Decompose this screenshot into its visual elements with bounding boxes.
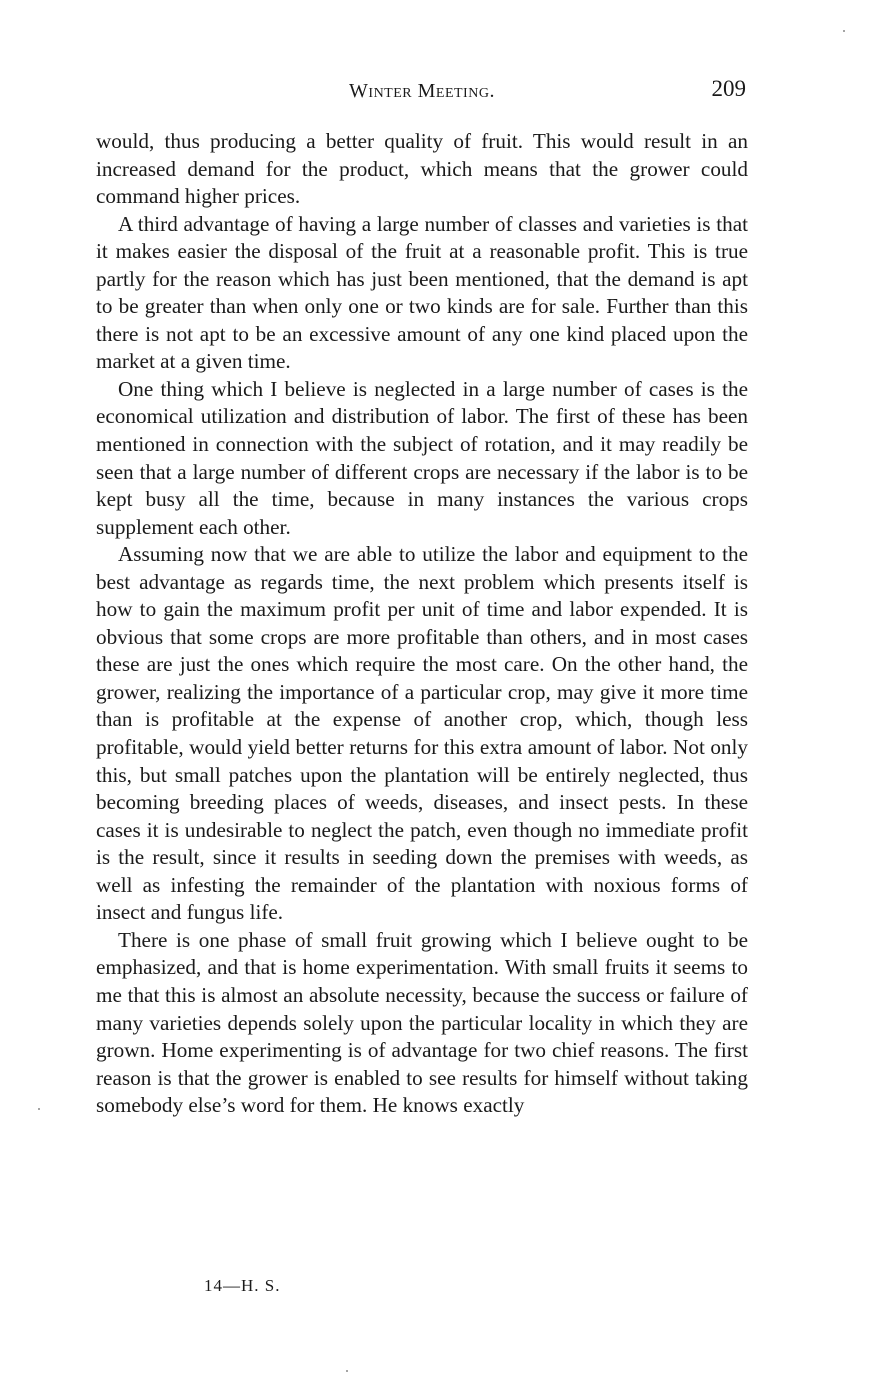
running-head [96,76,748,106]
print-speck [38,1108,40,1110]
paragraph: A third advantage of having a large number of classes and varieties is that it makes easier the disposal of the fruit at a reasonable profit. This is true partly for the reason which has just been mentioned, that the demand is apt to be greater than when only one or two kinds are for sale. Further than this there is not apt to be an excessive amount of any one kind placed upon the market at a given time. [96,211,748,374]
signature-mark: 14—H. S. [204,1276,281,1295]
paragraph: Assuming now that we are able to utilize the labor and equipment to the best advantage as regards time, the next problem which presents itself is how to gain the maximum profit per unit of time and labor expended. It is obvious that some crops are more profitable than others, and in most cases these are just the ones which require the most care. On the other hand, the grower, realizing the importance of a particular crop, may give it more time than is profitable at the expense of another crop, which, though less profitable, would yield better returns for this extra amount of labor. Not only this, but small patches upon the plantation will be entirely neglected, thus becoming breeding places of weeds, diseases, and insect pests. In these cases it is undesirable to neglect the patch, even though no immediate profit is the result, since it results in seeding down the premises with weeds, as well as infesting the remainder of the plantation with noxious forms of insect and fungus life. [96,542,748,925]
running-title: Winter Meeting. [349,80,495,102]
book-page [96,0,748,1380]
paragraph: would, thus producing a better quality of fruit. This would result in an increased demand for the product, which means that the grower could command higher prices. [96,129,748,209]
print-speck [346,1370,348,1372]
paragraph: One thing which I believe is neglected in a large number of cases is the economical utilization and distribution of labor. The first of these has been mentioned in connection with the subject of rotation, and it may readily be seen that a large number of different crops are necessary if the labor is to be kept busy all the time, because in many instances the various crops supplement each other. [96,376,748,539]
paragraph: There is one phase of small fruit growing which I believe ought to be emphasized, and that is home experimentation. With small fruits it seems to me that this is almost an absolute necessity, because the success or failure of many varieties depends solely upon the particular locality in which they are grown. Home experimenting is of advantage for two chief reasons. The first reason is that the grower is enabled to see results for himself without taking somebody else’s word for them. He knows exactly [96,927,748,1118]
print-speck [843,30,845,32]
page-number: 209 [711,76,746,101]
body-text [96,128,748,1120]
